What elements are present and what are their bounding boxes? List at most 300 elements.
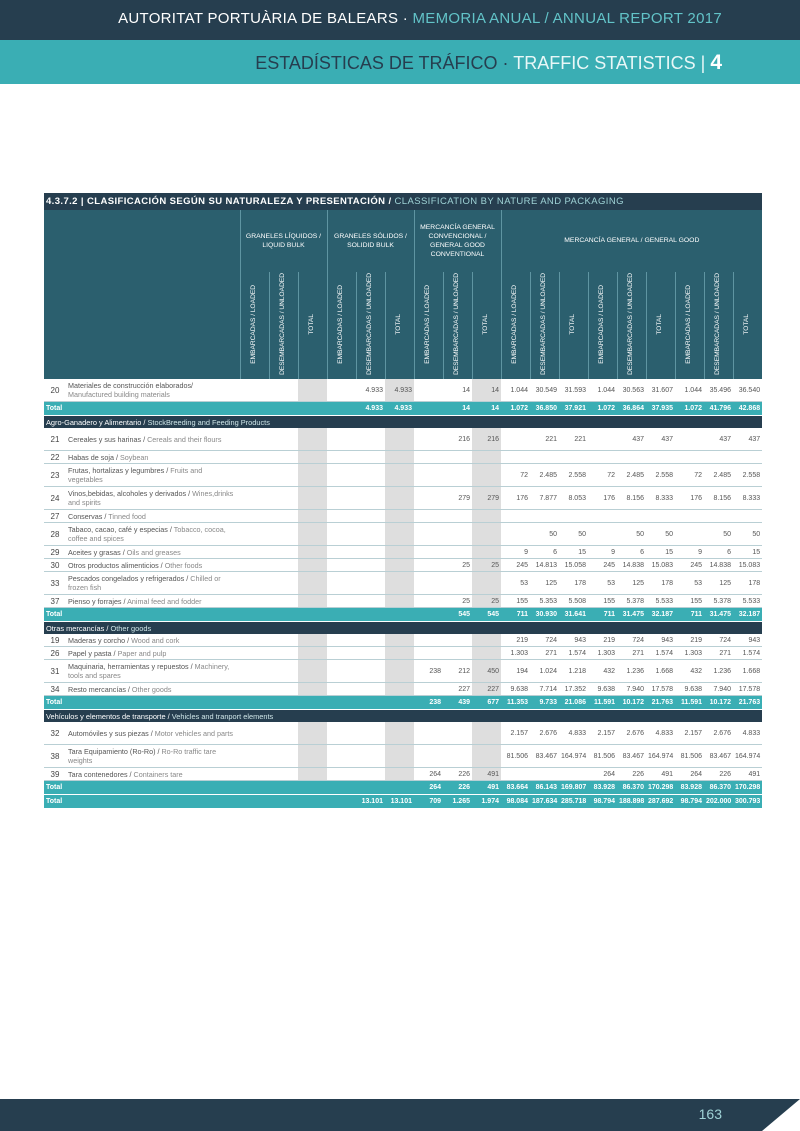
table-row: [44, 647, 762, 660]
value-cell: [269, 595, 298, 608]
value-cell: [356, 523, 385, 546]
value-cell: [443, 546, 472, 559]
total-cell: [356, 696, 385, 710]
value-cell: [443, 647, 472, 660]
description-en: Tobacco, cocoa, coffee and spices: [68, 525, 226, 543]
value-cell: 8.156: [704, 487, 733, 510]
value-cell: 1.668: [646, 660, 675, 683]
description-en: Paper and pulp: [117, 648, 167, 658]
value-cell: 7.940: [704, 683, 733, 696]
value-cell: [298, 559, 327, 572]
value-cell: 279: [443, 487, 472, 510]
value-cell: [269, 510, 298, 523]
value-cell: 2.676: [617, 722, 646, 745]
value-cell: 219: [588, 634, 617, 647]
total-label: TOTAL: [308, 313, 316, 335]
value-cell: [472, 546, 501, 559]
value-cell: [240, 546, 269, 559]
total-cell: [298, 795, 327, 809]
value-cell: [385, 451, 414, 464]
total-cell: [298, 696, 327, 710]
value-cell: [240, 768, 269, 781]
value-cell: [327, 523, 356, 546]
description-es: Aceites y grasas /: [68, 547, 125, 557]
grand-total-label: Total: [44, 795, 220, 809]
total-header: [559, 272, 588, 379]
total-label: TOTAL: [656, 313, 664, 335]
total-cell: 226: [443, 781, 472, 795]
section-heading: [44, 416, 762, 429]
description-es: Papel y pasta /: [68, 648, 116, 658]
total-cell: 42.868: [733, 402, 762, 416]
description-es: Habas de soja /: [68, 452, 118, 462]
total-cell: 1.072: [675, 402, 704, 416]
value-cell: [269, 487, 298, 510]
value-cell: [414, 546, 443, 559]
total-cell: 83.928: [675, 781, 704, 795]
section-heading-es: Agro-Ganadero y Alimentario /: [46, 417, 146, 427]
total-header: [646, 272, 675, 379]
value-cell: 437: [733, 428, 762, 451]
value-cell: [443, 572, 472, 595]
total-cell: 31.475: [617, 608, 646, 622]
value-cell: [298, 464, 327, 487]
value-cell: [646, 510, 675, 523]
total-cell: 287.692: [646, 795, 675, 809]
row-description: [66, 546, 240, 559]
value-cell: 8.053: [559, 487, 588, 510]
value-cell: 5.378: [617, 595, 646, 608]
loaded-label: EMBARCADAS / LOADED: [685, 284, 693, 364]
value-cell: [356, 745, 385, 768]
total-cell: [269, 795, 298, 809]
total-cell: 709: [414, 795, 443, 809]
total-cell: 37.935: [646, 402, 675, 416]
loaded-header: [327, 272, 356, 379]
value-cell: [327, 451, 356, 464]
value-cell: [298, 745, 327, 768]
value-cell: [298, 451, 327, 464]
value-cell: [385, 647, 414, 660]
section-heading-es: Otras mercancías /: [46, 623, 109, 633]
value-cell: [588, 510, 617, 523]
total-row: [44, 608, 762, 622]
total-row: [44, 781, 762, 795]
value-cell: 4.833: [559, 722, 588, 745]
total-cell: 14: [443, 402, 472, 416]
value-cell: 2.157: [501, 722, 530, 745]
value-cell: [356, 768, 385, 781]
value-cell: 1.574: [559, 647, 588, 660]
value-cell: [501, 523, 530, 546]
value-cell: [646, 451, 675, 464]
value-cell: 30.563: [617, 379, 646, 402]
value-cell: 6: [704, 546, 733, 559]
unloaded-label: DESEMBARCADAS / UNLOADED: [627, 272, 635, 375]
row-description: [66, 379, 240, 402]
value-cell: 2.485: [530, 464, 559, 487]
value-cell: 17.578: [646, 683, 675, 696]
value-cell: 72: [588, 464, 617, 487]
value-cell: 8.333: [646, 487, 675, 510]
value-cell: 264: [675, 768, 704, 781]
description-en: Chilled or frozen fish: [68, 574, 221, 592]
value-cell: 25: [443, 595, 472, 608]
description-en: Tinned food: [108, 511, 146, 521]
value-cell: [385, 768, 414, 781]
value-cell: [414, 523, 443, 546]
value-cell: 5.533: [646, 595, 675, 608]
value-cell: [240, 660, 269, 683]
value-cell: 450: [472, 660, 501, 683]
value-cell: 14: [443, 379, 472, 402]
description-es: Otros productos alimenticios /: [68, 560, 163, 570]
value-cell: [675, 451, 704, 464]
value-cell: 50: [704, 523, 733, 546]
blank-subheader: [44, 272, 240, 379]
value-cell: [675, 523, 704, 546]
value-cell: [443, 451, 472, 464]
total-cell: 86.370: [617, 781, 646, 795]
value-cell: [385, 722, 414, 745]
total-cell: 4.933: [356, 402, 385, 416]
total-cell: 13.101: [385, 795, 414, 809]
value-cell: 81.506: [588, 745, 617, 768]
value-cell: 264: [414, 768, 443, 781]
total-header: [472, 272, 501, 379]
total-cell: 41.796: [704, 402, 733, 416]
value-cell: 221: [559, 428, 588, 451]
authority-name: AUTORITAT PORTUÀRIA DE BALEARS ·: [118, 10, 409, 27]
section-heading: [44, 622, 762, 635]
value-cell: 227: [472, 683, 501, 696]
value-cell: [327, 683, 356, 696]
value-cell: 437: [646, 428, 675, 451]
total-cell: 677: [472, 696, 501, 710]
description-en: Soybean: [119, 452, 149, 462]
value-cell: 14.838: [704, 559, 733, 572]
row-description: [66, 647, 240, 660]
value-cell: [240, 487, 269, 510]
total-cell: 98.794: [675, 795, 704, 809]
value-cell: [385, 428, 414, 451]
value-cell: [675, 428, 704, 451]
value-cell: [240, 722, 269, 745]
value-cell: [356, 683, 385, 696]
total-cell: 10.172: [704, 696, 733, 710]
value-cell: [327, 722, 356, 745]
section-row: [44, 416, 762, 429]
row-description: [66, 464, 240, 487]
value-cell: [240, 559, 269, 572]
loaded-label: EMBARCADAS / LOADED: [511, 284, 519, 364]
total-cell: 31.475: [704, 608, 733, 622]
value-cell: 164.974: [559, 745, 588, 768]
value-cell: 437: [617, 428, 646, 451]
table-row: [44, 523, 762, 546]
loaded-header: [588, 272, 617, 379]
value-cell: 176: [501, 487, 530, 510]
section-row: [44, 710, 762, 723]
value-cell: 176: [675, 487, 704, 510]
value-cell: [414, 745, 443, 768]
value-cell: [269, 428, 298, 451]
value-cell: 2.157: [588, 722, 617, 745]
value-cell: [356, 510, 385, 523]
value-cell: [269, 546, 298, 559]
value-cell: 72: [501, 464, 530, 487]
value-cell: [240, 464, 269, 487]
total-cell: 4.933: [385, 402, 414, 416]
total-cell: 21.763: [733, 696, 762, 710]
total-cell: 83.664: [501, 781, 530, 795]
value-cell: [240, 595, 269, 608]
value-cell: [269, 660, 298, 683]
description-en: Cereals and their flours: [147, 434, 222, 444]
unloaded-header: [530, 272, 559, 379]
value-cell: [269, 523, 298, 546]
total-cell: 285.718: [559, 795, 588, 809]
table-title-es: 4.3.7.2 | CLASIFICACIÓN SEGÚN SU NATURALEZA Y PRESENTACIÓN /: [46, 196, 392, 207]
value-cell: [385, 745, 414, 768]
value-cell: 50: [646, 523, 675, 546]
section-title-en: TRAFFIC STATISTICS: [513, 53, 696, 73]
report-title: [118, 10, 722, 27]
value-cell: 9: [675, 546, 704, 559]
value-cell: [356, 634, 385, 647]
value-cell: 271: [704, 647, 733, 660]
value-cell: 25: [472, 559, 501, 572]
total-cell: 188.898: [617, 795, 646, 809]
value-cell: 1.303: [675, 647, 704, 660]
value-cell: 219: [675, 634, 704, 647]
value-cell: 226: [443, 768, 472, 781]
value-cell: 36.540: [733, 379, 762, 402]
unloaded-label: DESEMBARCADAS / UNLOADED: [366, 272, 374, 375]
total-cell: [327, 696, 356, 710]
value-cell: [356, 595, 385, 608]
value-cell: 5.533: [733, 595, 762, 608]
value-cell: [385, 572, 414, 595]
value-cell: 25: [472, 595, 501, 608]
value-cell: [472, 464, 501, 487]
value-cell: 50: [530, 523, 559, 546]
section-heading-en: Other goods: [110, 623, 152, 633]
total-cell: [356, 781, 385, 795]
value-cell: 1.303: [501, 647, 530, 660]
value-cell: 1.303: [588, 647, 617, 660]
value-cell: [385, 683, 414, 696]
value-cell: [327, 647, 356, 660]
value-cell: [414, 683, 443, 696]
value-cell: 1.044: [588, 379, 617, 402]
value-cell: 8.333: [733, 487, 762, 510]
value-cell: [443, 745, 472, 768]
value-cell: 724: [530, 634, 559, 647]
value-cell: [472, 722, 501, 745]
value-cell: 1.574: [733, 647, 762, 660]
table-row: [44, 510, 762, 523]
value-cell: 245: [675, 559, 704, 572]
value-cell: [617, 451, 646, 464]
value-cell: 155: [675, 595, 704, 608]
value-cell: [443, 722, 472, 745]
value-cell: 155: [501, 595, 530, 608]
value-cell: [414, 572, 443, 595]
group-header-row: [44, 210, 762, 272]
general-good-header: [501, 210, 762, 272]
value-cell: [356, 464, 385, 487]
row-description: [66, 595, 240, 608]
value-cell: 226: [617, 768, 646, 781]
sub-header-row: [44, 272, 762, 379]
description-en: Animal feed and fodder: [127, 596, 202, 606]
value-cell: [327, 546, 356, 559]
loaded-label: EMBARCADAS / LOADED: [337, 284, 345, 364]
value-cell: 1.668: [733, 660, 762, 683]
value-cell: [298, 510, 327, 523]
row-code: 32: [44, 722, 66, 745]
total-cell: [385, 608, 414, 622]
table-row: [44, 487, 762, 510]
value-cell: 6: [530, 546, 559, 559]
value-cell: [269, 379, 298, 402]
description-es: Pienso y forrajes /: [68, 596, 126, 606]
value-cell: 2.558: [646, 464, 675, 487]
value-cell: 226: [704, 768, 733, 781]
total-cell: [298, 608, 327, 622]
value-cell: 2.558: [733, 464, 762, 487]
value-cell: [414, 559, 443, 572]
unloaded-header: [443, 272, 472, 379]
value-cell: 432: [588, 660, 617, 683]
value-cell: [385, 523, 414, 546]
row-description: [66, 745, 240, 768]
row-description: [66, 428, 240, 451]
row-code: 23: [44, 464, 66, 487]
row-code: 29: [44, 546, 66, 559]
row-description: [66, 660, 240, 683]
table-row: [44, 546, 762, 559]
value-cell: [298, 660, 327, 683]
value-cell: 7.877: [530, 487, 559, 510]
row-description: [66, 683, 240, 696]
value-cell: 50: [559, 523, 588, 546]
section-row: [44, 622, 762, 635]
total-cell: [269, 608, 298, 622]
value-cell: [298, 428, 327, 451]
value-cell: [356, 559, 385, 572]
value-cell: 491: [646, 768, 675, 781]
total-cell: [269, 402, 298, 416]
value-cell: [414, 428, 443, 451]
value-cell: [704, 510, 733, 523]
unloaded-header: [617, 272, 646, 379]
value-cell: [559, 768, 588, 781]
value-cell: [414, 510, 443, 523]
value-cell: [472, 647, 501, 660]
value-cell: 53: [588, 572, 617, 595]
value-cell: [559, 510, 588, 523]
report-year: 2017: [687, 10, 722, 27]
value-cell: 724: [617, 634, 646, 647]
row-code: 34: [44, 683, 66, 696]
row-code: 28: [44, 523, 66, 546]
solid-bulk-header: GRANELES SÓLIDOS / SOLIDID BULK: [327, 210, 414, 272]
description-en: Containers tare: [133, 769, 183, 779]
row-code: 38: [44, 745, 66, 768]
value-cell: [269, 559, 298, 572]
value-cell: [269, 647, 298, 660]
value-cell: 943: [559, 634, 588, 647]
value-cell: 432: [675, 660, 704, 683]
value-cell: [559, 451, 588, 464]
value-cell: [530, 768, 559, 781]
description-es: Frutas, hortalizas y legumbres /: [68, 466, 169, 475]
description-es: Pescados congelados y refrigerados /: [68, 574, 189, 583]
total-cell: [414, 608, 443, 622]
value-cell: 83.467: [704, 745, 733, 768]
table-row: [44, 683, 762, 696]
value-cell: [298, 572, 327, 595]
report-name-es: MEMORIA ANUAL: [412, 10, 541, 27]
total-label: TOTAL: [569, 313, 577, 335]
value-cell: 7.940: [617, 683, 646, 696]
description-en: Wines,drinks and spirits: [68, 489, 234, 507]
loaded-header: [675, 272, 704, 379]
value-cell: 15: [646, 546, 675, 559]
row-code: 19: [44, 634, 66, 647]
value-cell: 15.083: [733, 559, 762, 572]
value-cell: 1.044: [501, 379, 530, 402]
table-row: [44, 572, 762, 595]
section-separator: |: [700, 53, 706, 73]
value-cell: [298, 379, 327, 402]
description-es: Automóviles y sus piezas /: [68, 728, 153, 738]
loaded-header: [501, 272, 530, 379]
description-es: Tabaco, cacao, café y especias /: [68, 525, 172, 534]
value-cell: 4.933: [356, 379, 385, 402]
total-cell: 14: [472, 402, 501, 416]
value-cell: [385, 464, 414, 487]
total-cell: 32.187: [646, 608, 675, 622]
value-cell: [327, 660, 356, 683]
total-cell: 37.921: [559, 402, 588, 416]
value-cell: 8.156: [617, 487, 646, 510]
value-cell: [414, 647, 443, 660]
value-cell: 2.676: [704, 722, 733, 745]
total-label: TOTAL: [482, 313, 490, 335]
table-title-row: [44, 193, 762, 210]
value-cell: [240, 510, 269, 523]
value-cell: [414, 464, 443, 487]
value-cell: 216: [472, 428, 501, 451]
value-cell: 245: [501, 559, 530, 572]
row-description: [66, 510, 240, 523]
value-cell: [385, 559, 414, 572]
value-cell: 25: [443, 559, 472, 572]
description-en: Manufactured building materials: [68, 390, 170, 399]
description-es: Materiales de construcción elaborados/: [68, 381, 194, 390]
value-cell: [327, 745, 356, 768]
value-cell: [501, 510, 530, 523]
total-cell: [327, 795, 356, 809]
value-cell: [617, 510, 646, 523]
value-cell: [414, 595, 443, 608]
total-cell: [269, 696, 298, 710]
value-cell: [298, 487, 327, 510]
table-row: [44, 745, 762, 768]
